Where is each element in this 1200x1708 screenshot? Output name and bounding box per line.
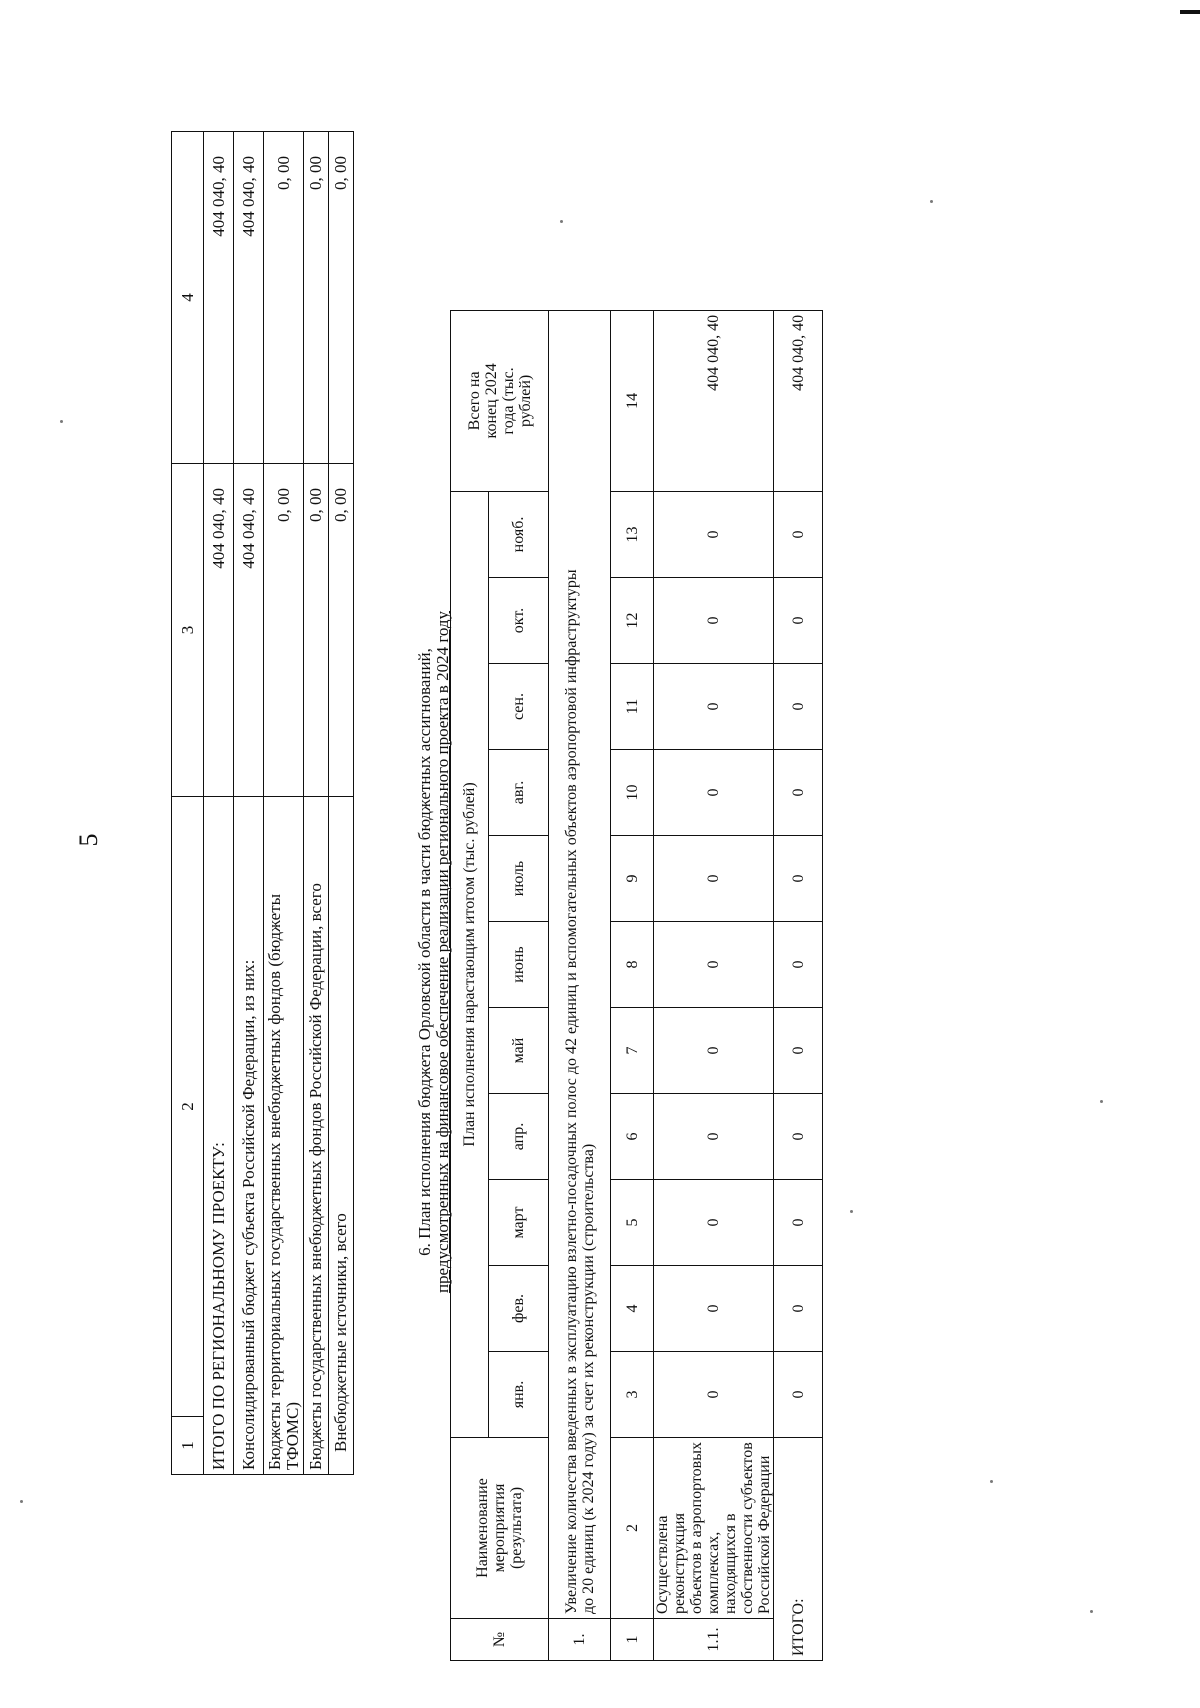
header-total-line: года (тыс. — [499, 367, 517, 435]
goal-text-line: Увеличение количества введенных в эксплуатацию взлетно-посадочных полос до 42 единиц и вспомогательных объектов аэропортовой инфраструктуры — [562, 569, 580, 1614]
month-value: 0 — [654, 922, 774, 1008]
header-activity-name-line: (результата) — [508, 1486, 525, 1570]
column-number: 12 — [611, 578, 654, 664]
month-header: март — [489, 1180, 549, 1266]
header-cell: 4 — [172, 132, 204, 464]
header-plan: План исполнения нарастающим итогом (тыс. рублей) — [451, 491, 489, 1437]
table-row — [654, 310, 774, 1660]
header-total-line: конец 2024 — [482, 363, 500, 439]
header-total-line: Всего на — [465, 371, 483, 431]
item-name-line: объектов в аэропортовых — [688, 1442, 705, 1614]
header-activity-name-line: Наименование мероприятия — [474, 1478, 508, 1578]
header-activity-name — [451, 1438, 549, 1619]
table-row — [204, 132, 234, 1475]
scan-edge-mark — [1180, 10, 1200, 14]
scan-speck — [60, 420, 63, 423]
header-total — [451, 310, 549, 491]
month-value: 0 — [654, 836, 774, 922]
column-number: 10 — [611, 750, 654, 836]
month-total: 0 — [774, 1094, 823, 1180]
goal-text — [549, 310, 611, 1618]
scan-speck — [1090, 1610, 1093, 1613]
month-total: 0 — [774, 1352, 823, 1438]
column-number: 4 — [611, 1266, 654, 1352]
section-title-line-1: 6. План исполнения бюджета Орловской области в части бюджетных ассигнований, — [415, 648, 434, 1256]
month-value: 0 — [654, 1266, 774, 1352]
section-title — [374, 432, 454, 1472]
item-number: 1.1. — [654, 1619, 774, 1661]
month-total: 0 — [774, 1266, 823, 1352]
value-cell: 0, 00 — [264, 132, 304, 464]
table-row — [234, 132, 264, 1475]
row-label: ИТОГО ПО РЕГИОНАЛЬНОМУ ПРОЕКТУ: — [204, 797, 234, 1475]
month-header: авг. — [489, 750, 549, 836]
month-total: 0 — [774, 922, 823, 1008]
header-cell: 3 — [172, 464, 204, 797]
month-value: 0 — [654, 750, 774, 836]
row-label: Внебюджетные источники, всего — [329, 797, 354, 1475]
month-total: 0 — [774, 1008, 823, 1094]
month-value: 0 — [654, 491, 774, 577]
row-label: Бюджеты государственных внебюджетных фондов Российской Федерации, всего — [304, 797, 329, 1475]
section-title-line-2-text: предусмотренных на финансовое обеспечение реализации регионального проекта в 2024 году — [433, 610, 452, 1294]
budget-plan-table-container — [450, 311, 822, 1661]
scan-speck — [1100, 1100, 1103, 1103]
item-total: 404 040, 40 — [654, 310, 774, 491]
total-row — [774, 310, 823, 1660]
page-number: 5 — [74, 833, 103, 847]
value-cell: 0, 00 — [304, 132, 329, 464]
month-value: 0 — [654, 1180, 774, 1266]
value-cell: 0, 00 — [304, 464, 329, 797]
item-name-line: комплексах, находящихся в — [705, 1513, 739, 1614]
month-header: май — [489, 1008, 549, 1094]
month-value: 0 — [654, 1094, 774, 1180]
goal-row — [549, 310, 611, 1660]
column-number: 2 — [611, 1438, 654, 1619]
month-header: апр. — [489, 1094, 549, 1180]
value-cell: 404 040, 40 — [234, 464, 264, 797]
header-cell: 2 — [172, 797, 204, 1417]
month-header: сен. — [489, 664, 549, 750]
month-value: 0 — [654, 1008, 774, 1094]
month-header: нояб. — [489, 491, 549, 577]
budget-plan-table — [450, 310, 823, 1661]
month-value: 0 — [654, 1352, 774, 1438]
scan-speck — [990, 1480, 993, 1483]
column-number-row — [611, 310, 654, 1660]
value-cell: 404 040, 40 — [204, 464, 234, 797]
item-name-line: Осуществлена реконструкция — [654, 1513, 688, 1614]
value-cell: 0, 00 — [329, 464, 354, 797]
table-row — [329, 132, 354, 1475]
value-cell: 404 040, 40 — [234, 132, 264, 464]
scan-speck — [560, 220, 563, 223]
header-cell: 1 — [172, 1417, 204, 1475]
scan-speck — [20, 1500, 23, 1503]
row-label-line: ТФОМС) — [282, 1401, 302, 1470]
value-cell: 0, 00 — [264, 464, 304, 797]
month-header: июнь — [489, 922, 549, 1008]
column-number: 11 — [611, 664, 654, 750]
month-header: июль — [489, 836, 549, 922]
column-number: 8 — [611, 922, 654, 1008]
column-number: 1 — [611, 1619, 654, 1661]
grand-total: 404 040, 40 — [774, 310, 823, 491]
goal-text-line: до 20 единиц (к 2024 году) за счет их реконструкции (строительства) — [579, 1143, 597, 1614]
item-name — [654, 1438, 774, 1619]
column-number: 13 — [611, 491, 654, 577]
column-number: 6 — [611, 1094, 654, 1180]
column-number: 14 — [611, 310, 654, 491]
scan-speck — [850, 1210, 853, 1213]
table-header-row — [451, 310, 489, 1660]
item-name-line: Российской Федерации — [756, 1455, 773, 1614]
month-header: фев. — [489, 1266, 549, 1352]
month-total: 0 — [774, 836, 823, 922]
column-number: 7 — [611, 1008, 654, 1094]
scan-speck — [930, 200, 933, 203]
row-label — [264, 797, 304, 1475]
month-value: 0 — [654, 664, 774, 750]
table-row — [264, 132, 304, 1475]
header-number: № — [451, 1619, 549, 1661]
value-cell: 404 040, 40 — [204, 132, 234, 464]
table-header-row — [172, 132, 204, 1475]
table-row — [304, 132, 329, 1475]
column-number: 9 — [611, 836, 654, 922]
month-total: 0 — [774, 664, 823, 750]
row-label-line: Бюджеты территориальных государственных внебюджетных фондов (бюджеты — [264, 893, 284, 1470]
month-total: 0 — [774, 578, 823, 664]
month-total: 0 — [774, 1180, 823, 1266]
value-cell: 0, 00 — [329, 132, 354, 464]
funding-summary-table-container — [171, 132, 353, 1475]
month-total: 0 — [774, 750, 823, 836]
total-label: ИТОГО: — [774, 1438, 823, 1661]
item-name-line: собственности субъектов — [739, 1442, 756, 1614]
month-total: 0 — [774, 491, 823, 577]
month-header: окт. — [489, 578, 549, 664]
month-header: янв. — [489, 1352, 549, 1438]
column-number: 3 — [611, 1352, 654, 1438]
funding-summary-table — [171, 131, 354, 1475]
header-total-line: рублей) — [516, 374, 534, 428]
row-label: Консолидированный бюджет субъекта Российской Федерации, из них: — [234, 797, 264, 1475]
goal-number: 1. — [549, 1619, 611, 1661]
column-number: 5 — [611, 1180, 654, 1266]
month-value: 0 — [654, 578, 774, 664]
